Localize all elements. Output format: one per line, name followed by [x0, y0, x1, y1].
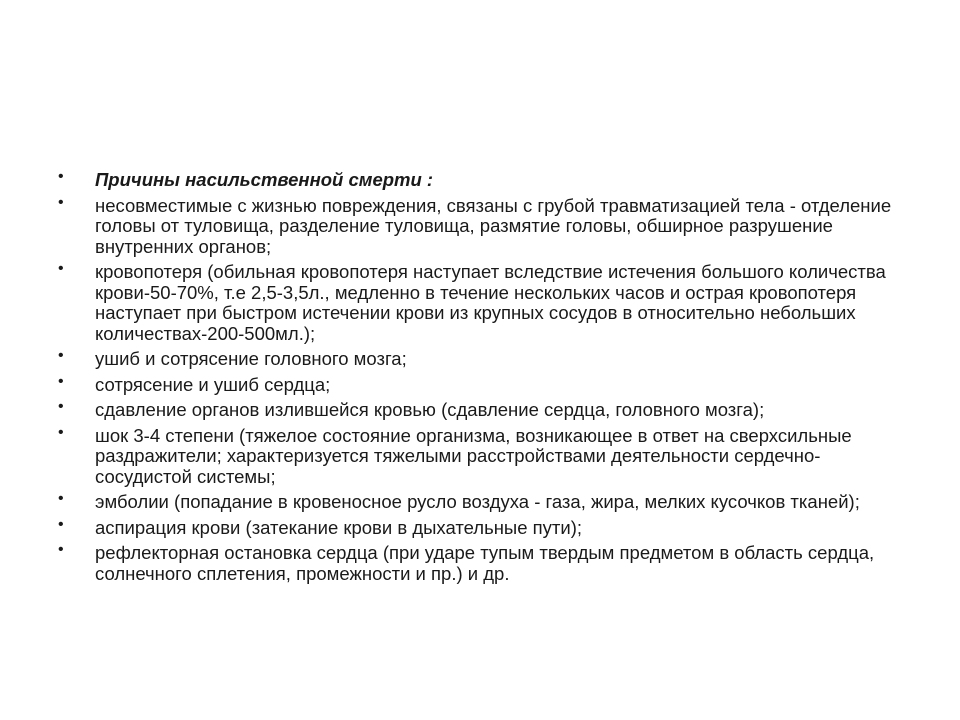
list-item — [58, 543, 908, 584]
list-item-text: аспирация крови (затекание крови в дыхательные пути); — [95, 516, 583, 538]
bullet-icon: • — [58, 398, 64, 415]
list-item-text: шок 3-4 степени (тяжелое состояние организма, возникающее в ответ на сверхсильные раздражители; характеризуется тяжелыми расстройствами деятельности сердечно-сосудистой системы; — [95, 424, 852, 487]
list-item-heading — [58, 170, 908, 191]
list-item-text: эмболии (попадание в кровеносное русло воздуха - газа, жира, мелких кусочков тканей); — [95, 491, 860, 512]
bullet-icon: • — [58, 347, 64, 364]
bullet-icon: • — [58, 168, 64, 185]
list-item — [58, 193, 908, 258]
list-item-text: сдавление органов излившейся кровью (сдавление сердца, головного мозга); — [95, 399, 765, 420]
list-item-text: рефлекторная остановка сердца (при ударе тупым твердым предметом в область сердца, солнечного сплетения, промежности и пр.) и др. — [95, 542, 875, 584]
bullet-icon: • — [58, 260, 64, 277]
bullet-icon: • — [58, 372, 64, 390]
bullet-icon: • — [58, 193, 64, 211]
list-item-text: несовместимые с жизнью повреждения, связаны с грубой травматизацией тела - отделение головы от туловища, разделение туловища, размятие головы, обширное разрушение внутренних органов; — [95, 194, 892, 257]
list-item — [58, 492, 908, 513]
list-item-text: сотрясение и ушиб сердца; — [95, 373, 331, 395]
list-item — [58, 262, 908, 344]
list-item — [58, 400, 908, 421]
list-item-text: кровопотеря (обильная кровопотеря наступает вследствие истечения большого количества крови-50-70%, т.е 2,5-3,5л., медленно в течение нескольких часов и острая кровопотеря наступает при быстром истечении крови из крупных сосудов в относительно небольших количествах-200-500мл.); — [95, 261, 886, 344]
bullet-list — [58, 170, 908, 589]
list-item — [58, 515, 908, 539]
bullet-icon: • — [58, 423, 64, 441]
list-item — [58, 423, 908, 488]
bullet-icon: • — [58, 490, 64, 507]
list-item-text: ушиб и сотрясение головного мозга; — [95, 348, 407, 369]
list-item — [58, 349, 908, 370]
bullet-icon: • — [58, 541, 64, 558]
list-heading: Причины насильственной смерти : — [95, 169, 434, 190]
bullet-icon: • — [58, 515, 64, 533]
list-item — [58, 372, 908, 396]
